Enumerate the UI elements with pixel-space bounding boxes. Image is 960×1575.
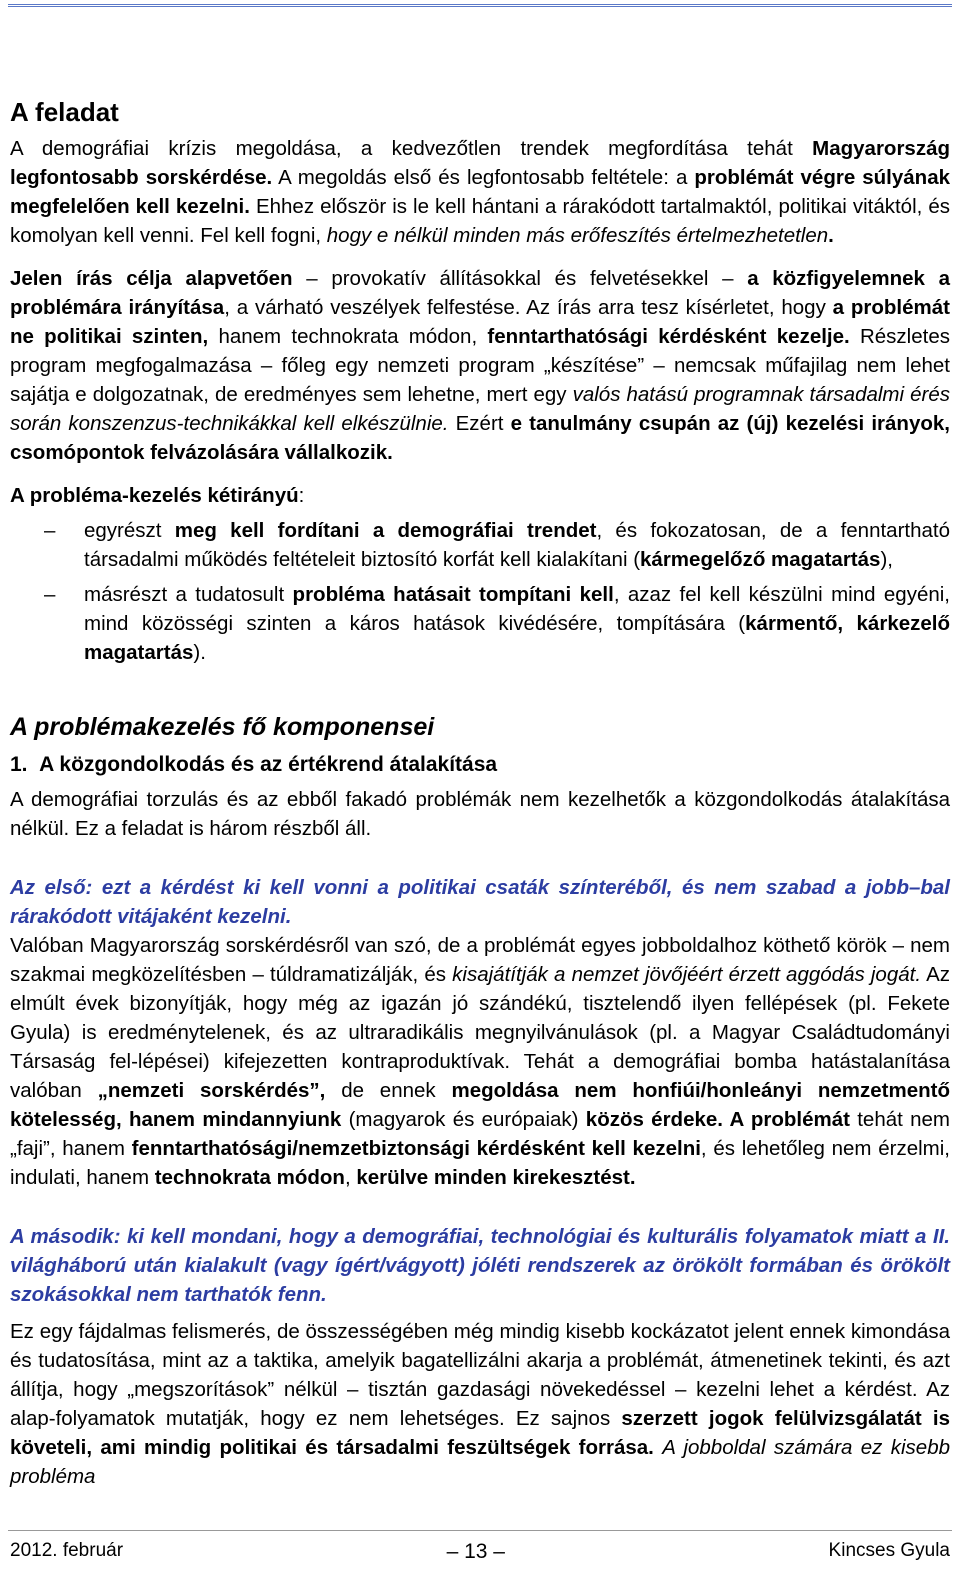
dash-bullet: –: [44, 583, 56, 606]
text-run: ).: [193, 641, 206, 664]
footer-rule: [8, 1530, 952, 1531]
text-run: problémát végre súlyának megfelelően kell kezelni.: [10, 166, 951, 218]
dash-bullet: –: [44, 519, 56, 542]
text-run: „nemzeti sorskérdés”,: [97, 1079, 326, 1102]
text-run: a közfigyelemnek a problémára irányítása: [10, 267, 950, 319]
text-run: Ez egy fájdalmas felismerés, de összességében még mindig kisebb kockázatot jelent ennek kimondása és tudatosítása, mint az a taktika, amelyik bagatellizálni akarja a problémát, átmenetinek tekinti, és azt állítja, hogy „megszorítások” nélkül – tisztán gazdasági növekedéssel – kezelni lehet a kérdést. Az alap-folyamatok mutatják, hogy ez nem lehetséges. Ez sajnos: [10, 1320, 950, 1430]
footer: [10, 1540, 950, 1564]
text-run: hogy e nélkül minden más erőfeszítés értelmezhetetlen: [326, 224, 829, 247]
text-run: Ezért: [448, 412, 511, 435]
page-body: [10, 96, 950, 1491]
text-run: Ehhez először is le kell hántani a rárakódott tartalmaktól, politikai vitáktól, és komolyan kell venni. Fel kell fogni,: [10, 195, 951, 247]
text-run: kerülve minden kirekesztést.: [356, 1166, 636, 1189]
text-run: Magyarország legfontosabb sorskérdése.: [10, 137, 950, 189]
text-run: Az első: ezt a kérdést ki kell vonni a politikai csaták színteréből, és nem szabad a jobb–bal rárakódott vitájaként kezelni.: [10, 876, 950, 928]
footer-author: Kincses Gyula: [828, 1540, 950, 1561]
text-run: A jobboldal számára ez kisebb probléma: [10, 1436, 950, 1488]
text-run: e tanulmány csupán az (új) kezelési irányok, csomópontok felvázolására vállalkozik.: [10, 412, 950, 464]
text-run: A demográfiai krízis megoldása, a kedvezőtlen trendek megfordítása tehát: [10, 137, 813, 160]
text-run: fenntarthatósági kérdésként kezelje.: [487, 325, 850, 348]
text-run: másrészt a tudatosult: [84, 583, 293, 606]
approach-list: [10, 516, 950, 667]
text-run: tehát nem „faji”, hanem: [10, 1108, 950, 1160]
text-run: , és fokozatosan, de a fenntartható társadalmi működés feltételeit biztosító korfát kell kialakítani (: [84, 519, 950, 571]
text-run: technokrata módon: [154, 1166, 345, 1189]
text-run: [654, 1436, 662, 1459]
text-run: (magyarok és európaiak): [341, 1108, 586, 1131]
text-run: közös érdeke. A problémát: [585, 1108, 850, 1131]
text-run: , a várható veszélyek felfestése. Az írás arra tesz kísérletet, hogy: [224, 296, 833, 319]
text-run: – provokatív állításokkal és felvetésekkel –: [292, 267, 748, 290]
list-item: [10, 580, 950, 667]
paragraph-elso: [10, 873, 950, 931]
page-number: – 13 –: [446, 1540, 505, 1563]
text-run: Részletes program megfogalmazása – főleg egy nemzeti program „készítése” – nemcsak műfajilag nem lehet sajátja e dolgozatnak, de eredményes sem lehetne, mert egy: [10, 325, 950, 406]
paragraph-masodik: [10, 1222, 950, 1309]
text-run: egyrészt: [84, 519, 175, 542]
text-run: kármentő, kárkezelő magatartás: [84, 612, 950, 664]
heading-komponensei: A problémakezelés fő komponensei: [10, 713, 435, 741]
text-run: Valóban Magyarország sorskérdésről van szó, de a problémát egyes jobboldalhoz köthető körök – nem szakmai megközelítésben – túldramatizálják, és: [10, 934, 950, 986]
text-run: szerzett jogok felülvizsgálatát is követeli, ami mindig politikai és társadalmi feszültségek forrása.: [10, 1407, 950, 1459]
text-run: kisajátítják a nemzet jövőjéért érzett aggódás jogát.: [452, 963, 922, 986]
text-run: ),: [880, 548, 893, 571]
text-run: de ennek: [325, 1079, 452, 1102]
text-run: Az elmúlt évek bizonyítják, hogy még az igazán jó szándékú, tisztelendő ilyen fellépések (pl. Fekete Gyula) is eredménytelenek, és az ultraradikális megnyilvánulások (pl. a Magyar Családtudományi Társaság fel-lépései) kifejezetten kontraproduktívak. Tehát a demográfiai bomba hatástalanítása valóban: [10, 963, 950, 1102]
text-run: :: [298, 484, 305, 507]
footer-date: 2012. február: [10, 1540, 124, 1561]
text-run: A második: ki kell mondani, hogy a demográfiai, technológiai és kulturális folyamatok miatt a II. világháború után kialakult (vagy ígért/vágyott) jóléti rendszerek az örökölt formában és örökölt szokásokkal nem tarthatók fenn.: [10, 1225, 950, 1306]
text-run: valós hatású programnak társadalmi érés során konszenzus-technikákkal kell elkészülnie.: [10, 383, 950, 435]
heading-feladat: A feladat: [10, 97, 119, 127]
subheading-kozgondolkodas: 1. A közgondolkodás és az értékrend átalakítása: [10, 753, 498, 776]
paragraph-1: [10, 134, 950, 250]
text-run: Jelen írás célja alapvetően: [10, 267, 293, 290]
list-item-text: [84, 519, 950, 571]
text-run: a problémát ne politikai szinten,: [10, 296, 950, 348]
text-run: , és lehetőleg nem érzelmi, indulati, hanem: [10, 1137, 950, 1189]
list-item: [10, 516, 950, 574]
text-run: fenntarthatósági/nemzetbiztonsági kérdésként kell kezelni: [131, 1137, 701, 1160]
top-rule: [8, 4, 952, 7]
text-run: meg kell fordítani a demográfiai trendet: [174, 519, 597, 542]
paragraph-8: [10, 1317, 950, 1491]
text-run: , azaz fel kell készülni mind egyéni, mind közösségi szinten a káros hatások kivédésére, tompítására (: [84, 583, 950, 635]
paragraph-2: [10, 264, 950, 467]
paragraph-3: [10, 481, 950, 510]
text-run: megoldása nem honfiúi/honleányi nemzetmentő kötelesség, hanem mindannyiunk: [10, 1079, 950, 1131]
list-item-text: [84, 583, 950, 664]
text-run: A demográfiai torzulás és az ebből fakadó problémák nem kezelhetők a közgondolkodás átalakítása nélkül. Ez a feladat is három részből áll.: [10, 788, 950, 840]
paragraph-6: [10, 931, 950, 1192]
text-run: ,: [344, 1166, 357, 1189]
text-run: A megoldás első és legfontosabb feltétele: a: [272, 166, 695, 189]
text-run: A probléma-kezelés kétirányú: [10, 484, 299, 507]
text-run: probléma hatásait tompítani kell: [292, 583, 614, 606]
text-run: hanem technokrata módon,: [208, 325, 488, 348]
paragraph-4: [10, 785, 950, 843]
text-run: kármegelőző magatartás: [640, 548, 881, 571]
text-run: .: [828, 224, 834, 247]
